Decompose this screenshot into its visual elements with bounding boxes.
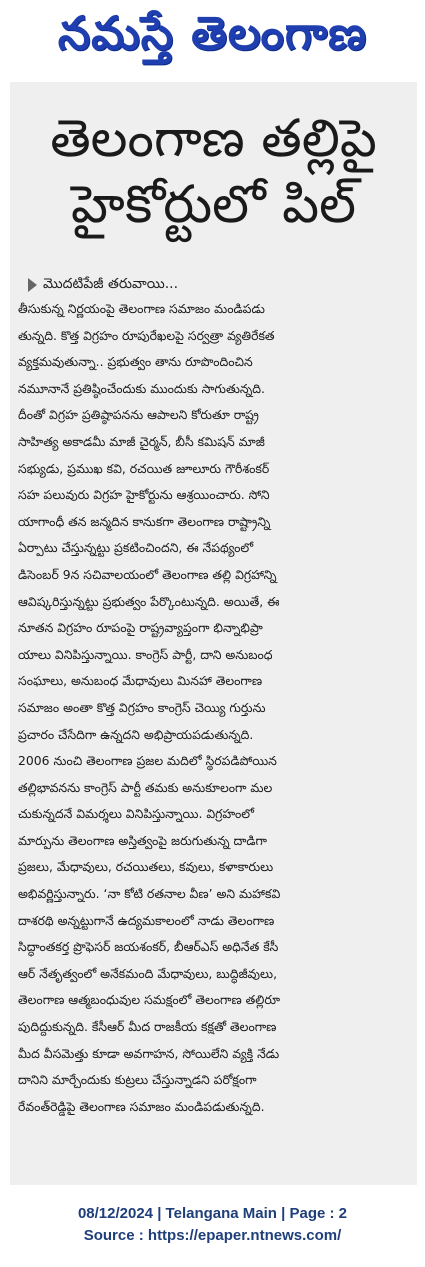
continuation-label: మొదటిపేజీ తరువాయి... xyxy=(43,275,179,292)
article-body-line: 2006 నుంచి తెలంగాణ ప్రజల మదిలో స్థిరపడిపోయిన xyxy=(18,753,277,769)
article-body-line: రేవంత్‌రెడ్డిపై తెలంగాణ సమాజం మండిపడుతున్నది. xyxy=(18,1098,265,1114)
article-body-line: తల్లిభావనను కాంగ్రెస్ పార్టీ తమకు అనుకూలంగా మల xyxy=(18,779,273,795)
article-body-line: తెలంగాణ ఆత్మబంధువుల సమక్షంలో తెలంగాణ తల్లిరూ xyxy=(18,992,280,1008)
article-body-line: మీద వీసమెత్తు కూడా అవగాహన, సోయిలేని వ్యక్తి నేడు xyxy=(18,1045,280,1061)
article-body-line: యాగాంధీ తన జన్మదిన కానుకగా తెలంగాణ రాష్ట్రాన్ని xyxy=(18,513,271,529)
article-body-line: ప్రచారం చేసేదిగా ఉన్నదని అభిప్రాయపడుతున్నది. xyxy=(18,726,254,742)
article-body xyxy=(18,296,411,1120)
article-body-line: వ్యక్తమవుతున్నా.. ప్రభుత్వం తాను రూపొందించిన xyxy=(18,354,253,370)
article-body-line: నూతన విగ్రహం రూపంపై రాష్ట్రవ్యాప్తంగా భిన్నాభిప్రా xyxy=(18,620,263,636)
article-body-line: సభ్యుడు, ప్రముఖ కవి, రచయిత జూలూరు గౌరీశంకర్ xyxy=(18,460,270,476)
headline-line-1: తెలంగాణ తల్లిపై xyxy=(50,109,377,169)
article-body-line: దీంతో విగ్రహ ప్రతిష్ఠాపనను ఆపాలని కోరుతూ రాష్ట్ర xyxy=(18,407,259,423)
article-body-line: మార్పును తెలంగాణ అస్తిత్వంపై జరుగుతున్న దాడిగా xyxy=(18,832,267,848)
article-body-line: సమాజం అంతా కొత్త విగ్రహం కాంగ్రెస్ చెయ్యి గుర్తును xyxy=(18,699,266,715)
footer-source-link: Source : https://epaper.ntnews.com/ xyxy=(83,1227,342,1244)
article-body-line: ఆవిష్కరిస్తున్నట్టు ప్రభుత్వం పేర్కొంటున్నది. అయితే, ఈ xyxy=(18,593,280,609)
article-body-line: సంఘాలు, అనుబంధ మేధావులు మినహా తెలంగాణ xyxy=(18,673,263,689)
article-body-line: దాశరథి అన్నట్టుగానే ఉద్యమకాలంలో నాడు తెలంగాణ xyxy=(18,912,275,928)
article-body-line: తీసుకున్న నిర్ణయంపై తెలంగాణ సమాజం మండిపడు xyxy=(18,301,265,316)
article-body-line: యాలు వినిపిస్తున్నాయి. కాంగ్రెస్ పార్టీ, దాని అనుబంధ xyxy=(18,646,273,662)
article-headline xyxy=(10,106,417,238)
article-body-line: దానిని మార్చేందుకు కుట్రలు చేస్తున్నాడని పరోక్షంగా xyxy=(18,1072,257,1088)
article-clipping xyxy=(10,82,417,1185)
article-body-line: తున్నది. కొత్త విగ్రహం రూపురేఖలపై సర్వత్రా వ్యతిరేకత xyxy=(18,327,275,343)
article-body-line: నమూనానే ప్రతిష్ఠించేందుకు ముందుకు సాగుతున్నది. xyxy=(18,380,265,396)
footer-edition-info: 08/12/2024 | Telangana Main | Page : 2 xyxy=(77,1205,348,1222)
article-body-line: సిద్ధాంతకర్త ప్రొఫెసర్ జయశంకర్, బీఆర్ఎస్ అధినేత కేసీ xyxy=(18,939,279,955)
masthead-logo: నమస్తే తెలంగాణ xyxy=(57,6,368,60)
page-footer xyxy=(0,1203,425,1247)
article-body-line: ఆర్ నేతృత్వంలో అనేకమంది మేధావులు, బుద్ధిజీవులు, xyxy=(18,965,278,981)
newspaper-masthead xyxy=(0,0,425,78)
article-body-line: సాహిత్య అకాడమీ మాజీ చైర్మన్, బీసీ కమిషన్ మాజీ xyxy=(18,433,265,449)
article-body-line: ఏర్పాటు చేస్తున్నట్టు ప్రకటించిందని, ఈ నేపథ్యంలో xyxy=(18,540,254,556)
article-body-line: అభివర్ణిస్తున్నారు. ‘నా కోటి రతనాల వీణ’ అని మహాకవి xyxy=(18,886,281,902)
headline-line-2: హైకోర్టులో పిల్ xyxy=(71,175,356,235)
continuation-marker xyxy=(28,274,178,296)
article-body-line: పుదిద్దుకున్నది. కేసీఆర్ మీద రాజకీయ కక్షతో తెలంగాణ xyxy=(18,1019,277,1035)
article-body-line: డిసెంబర్ 9న సచివాలయంలో తెలంగాణ తల్లి విగ్రహాన్ని xyxy=(18,566,277,582)
article-body-line: ప్రజలు, మేధావులు, రచయితలు, కవులు, కళాకారులు xyxy=(18,859,274,875)
article-body-line: సహ పలువురు విగ్రహ హైకోర్టును ఆశ్రయించారు. సోని xyxy=(18,487,270,503)
arrow-icon xyxy=(28,278,37,292)
article-body-line: చుకున్నదనే విమర్శలు వినిపిస్తున్నాయి. విగ్రహంలో xyxy=(18,806,255,822)
